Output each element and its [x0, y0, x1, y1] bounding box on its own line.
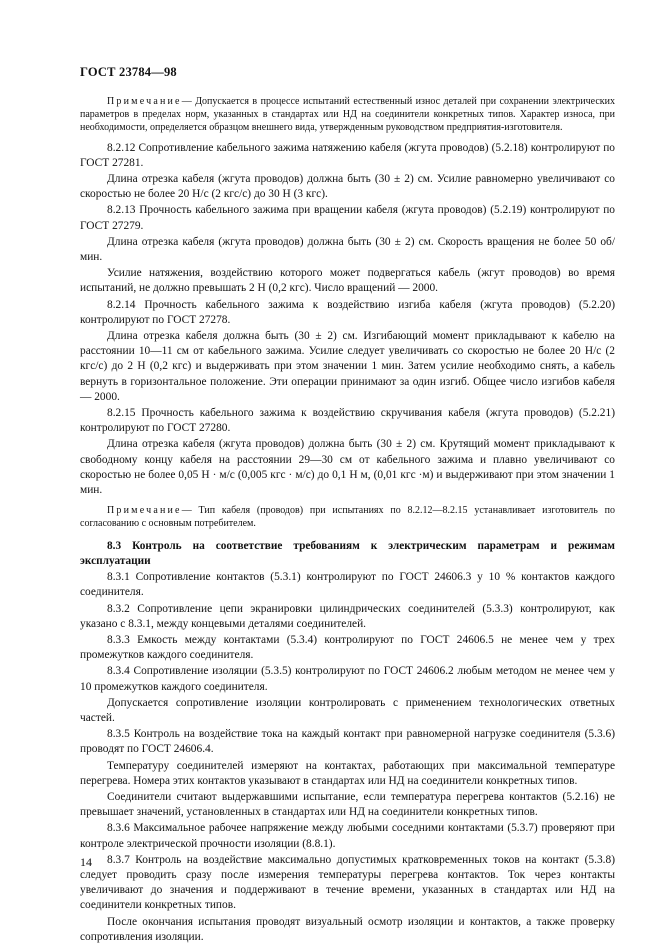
paragraph: Длина отрезка кабеля (жгута проводов) должна быть (30 ± 2) см. Усилие равномерно увеличивают со скоростью не более 20 Н/с (2 кгс/с) до 30 Н (3 кгс). — [80, 173, 615, 201]
paragraph: Длина отрезка кабеля должна быть (30 ± 2) см. Изгибающий момент прикладывают к кабелю на расстоянии 10—11 см от кабельного зажима. Усилие следует увеличивать со скоростью не более 20 Н/с (2 кгс/с) до 2 Н (0,2 кгс) и выдерживать при этом значении 1 мин. Затем усилие необходимо снять, а кабель вернуть в горизонтальное положение. Эти операции принимают за один изгиб. Общее число изгибов кабеля — 2000. — [80, 330, 615, 403]
page-number: 14 — [80, 855, 92, 869]
paragraph: Длина отрезка кабеля (жгута проводов) должна быть (30 ± 2) см. Крутящий момент прикладывают к свободному концу кабеля на расстоянии 29—30 см от кабельного зажима и плавно увеличивают со скоростью не более 0,05 Н · м/с (0,005 кгс · м/с) до 0,1 Н м, (0,01 кгс ·м) и выдерживают при этом значении 1 мин. — [80, 438, 615, 497]
paragraph: 8.3.1 Сопротивление контактов (5.3.1) контролируют по ГОСТ 24606.3 у 10 % контактов каждого соединителя. — [80, 571, 615, 599]
section-heading: 8.3 Контроль на соответствие требованиям к электрическим параметрам и режимам эксплуатации — [80, 539, 615, 567]
note-label: Примечание — [107, 505, 182, 517]
paragraph: Длина отрезка кабеля (жгута проводов) должна быть (30 ± 2) см. Скорость вращения не более 50 об/мин. — [80, 235, 615, 264]
paragraph: 8.2.13 Прочность кабельного зажима при вращении кабеля (жгута проводов) (5.2.19) контролируют по ГОСТ 27279. — [80, 204, 615, 232]
paragraph: Соединители считают выдержавшими испытание, если температура перегрева контактов (5.2.16) не превышает значений, установленных в стандартах или НД на соединители конкретных типов. — [80, 790, 615, 819]
paragraph: Температуру соединителей измеряют на контактах, работающих при максимальной температуре перегрева. Номера этих контактов указывают в стандартах или НД на соединители конкретных типов. — [80, 759, 615, 787]
paragraph: 8.3.3 Емкость между контактами (5.3.4) контролируют по ГОСТ 24606.5 не менее чем у трех промежутков каждого соединителя. — [80, 633, 615, 662]
paragraph: Допускается сопротивление изоляции контролировать с применением технологических ответных частей. — [80, 696, 615, 724]
paragraph: 8.3.6 Максимальное рабочее напряжение между любыми соседними контактами (5.3.7) проверяют при контроле электрической прочности изоляции (8.8.1). — [80, 822, 615, 850]
document-header: ГОСТ 23784—98 — [80, 65, 177, 79]
page-body — [80, 95, 615, 946]
paragraph: 8.3.7 Контроль на воздействие максимально допустимых кратковременных токов на контакт (5.3.8) следует проводить сразу после измерения температуры перегрева контактов. Ток через контакты увеличивают до значения и поддерживают в течение времени, указанных в стандартах или НД на соединители конкретных типов. — [80, 853, 615, 912]
paragraph: После окончания испытания проводят визуальный осмотр изоляции и контактов, а также проверку сопротивления изоляции. — [80, 915, 615, 943]
note-label: Примечание — [107, 96, 182, 107]
note-text: — Тип кабеля (проводов) при испытаниях по 8.2.12—8.2.15 устанавливает изготовитель по согласованию с основным потребителем. — [80, 505, 615, 530]
note-1 — [80, 95, 615, 135]
paragraph: 8.2.15 Прочность кабельного зажима к воздействию скручивания кабеля (жгута проводов) (5.2.21) контролируют по ГОСТ 27280. — [80, 407, 615, 435]
paragraph: 8.3.2 Сопротивление цепи экранировки цилиндрических соединителей (5.3.3) контролируют, как указано с 8.3.1, между концевыми деталями соединителей. — [80, 602, 615, 630]
paragraph: 8.3.5 Контроль на воздействие тока на каждый контакт при равномерной нагрузке соединителя (5.3.6) проводят по ГОСТ 24606.4. — [80, 728, 615, 756]
paragraph: Усилие натяжения, воздействию которого может подвергаться кабель (жгут проводов) во время испытаний, не должно превышать 2 Н (0,2 кгс). Число вращений — 2000. — [80, 267, 615, 295]
paragraph: 8.2.12 Сопротивление кабельного зажима натяжению кабеля (жгута проводов) (5.2.18) контролируют по ГОСТ 27281. — [80, 141, 615, 169]
paragraph: 8.3.4 Сопротивление изоляции (5.3.5) контролируют по ГОСТ 24606.2 любым методом не менее чем у 10 промежутков каждого соединителя. — [80, 665, 615, 693]
paragraph: 8.2.14 Прочность кабельного зажима к воздействию изгиба кабеля (жгута проводов) (5.2.20) контролируют по ГОСТ 27278. — [80, 298, 615, 326]
note-2 — [80, 504, 615, 530]
note-text: — Допускается в процессе испытаний естественный износ деталей при сохранении электрических параметров в пределах норм, указанных в стандартах или НД на соединители конкретных типов. Характер износа, при необходимости, определяется образцом внешнего вида, утвержденным руководством предприятия-изготовителя. — [80, 96, 615, 134]
